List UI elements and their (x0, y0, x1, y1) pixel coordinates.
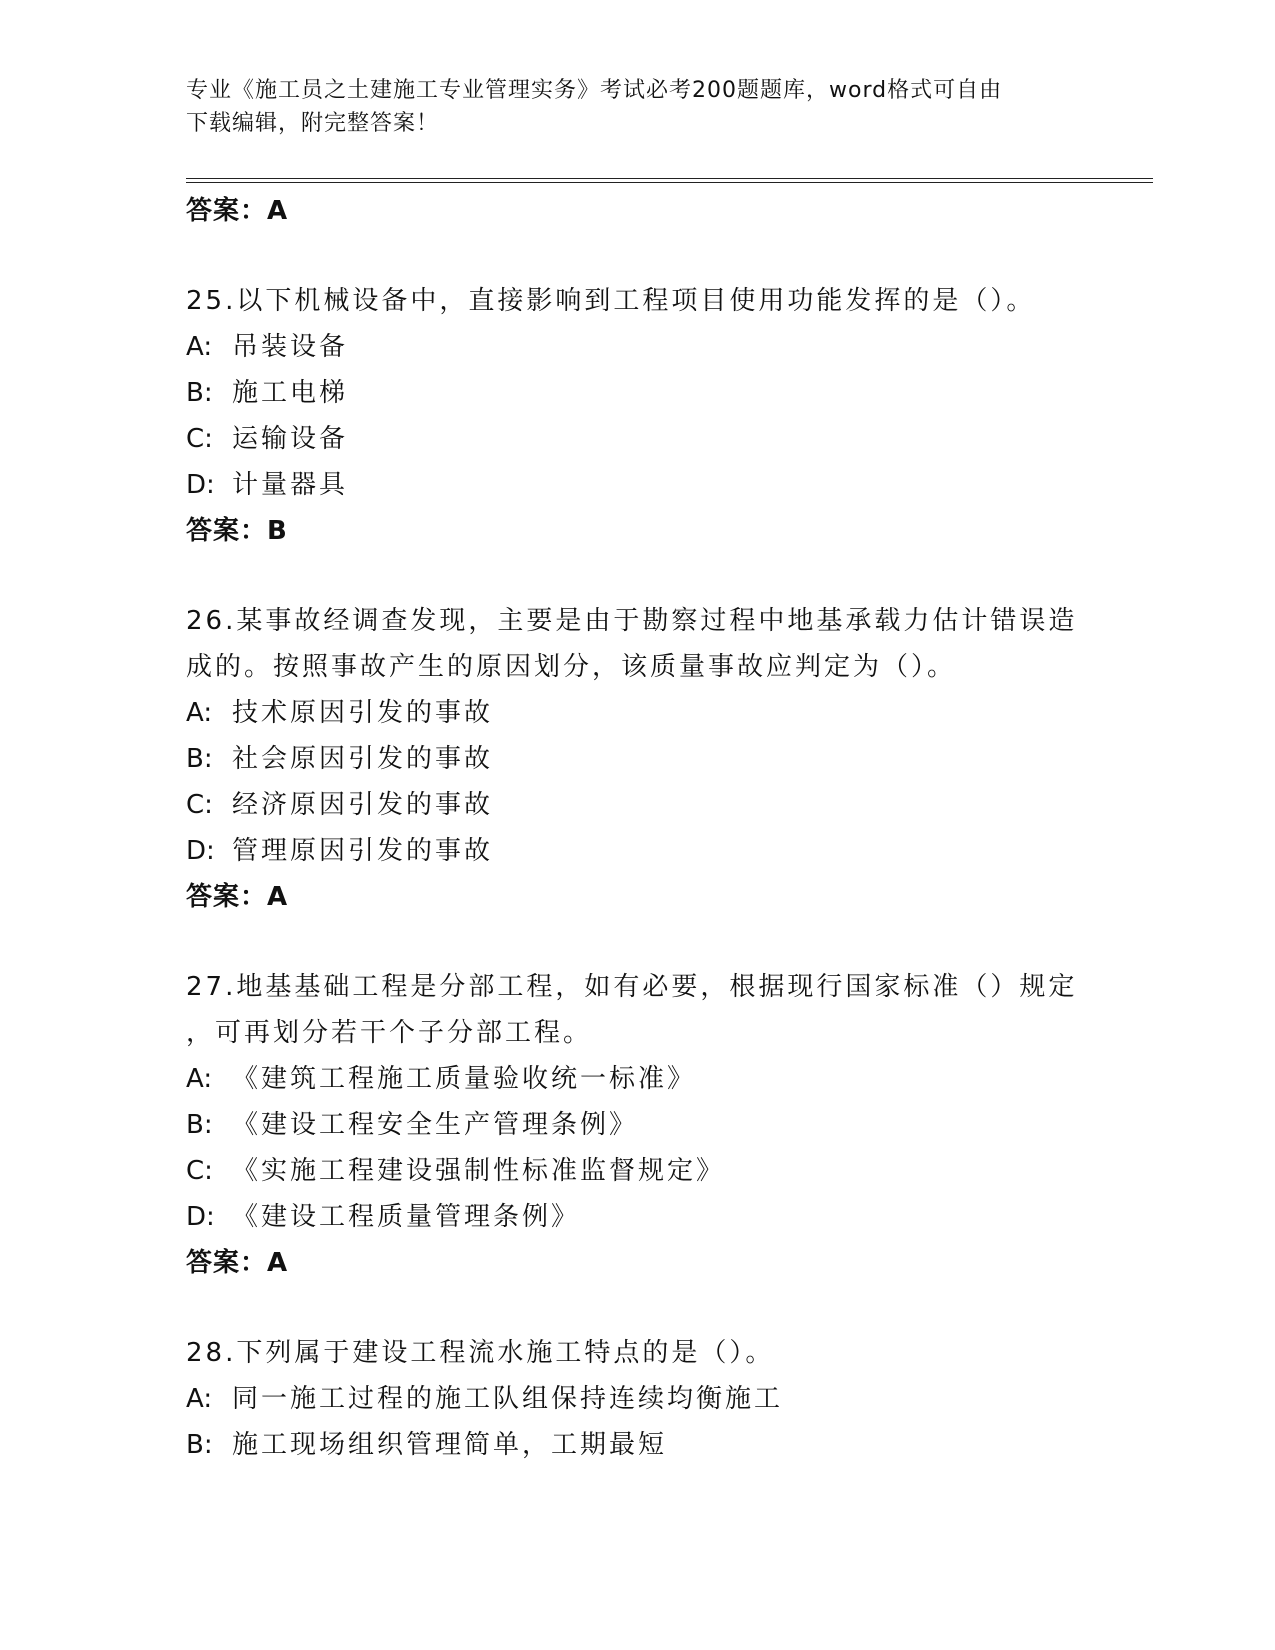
option-letter: B: (186, 744, 213, 774)
question-item (186, 598, 1086, 920)
option-letter: D: (186, 470, 215, 500)
option-letter: A: (186, 332, 213, 362)
question-stem-line: 27.地基基础工程是分部工程，如有必要，根据现行国家标准（）规定 (186, 972, 1078, 1002)
option-text: 《建筑工程施工质量验收统一标准》 (232, 1064, 697, 1094)
option-letter: B: (186, 1430, 213, 1460)
option-text: 施工电梯 (232, 378, 349, 408)
answer-label: 答案： (186, 882, 268, 912)
option-b (186, 1422, 1086, 1468)
answer-value: B (267, 516, 288, 546)
option-d (186, 828, 1086, 874)
question-stem (186, 278, 1086, 324)
option-text: 运输设备 (232, 424, 349, 454)
header-line-1: 专业《施工员之土建施工专业管理实务》考试必考200题题库，word格式可自由 (186, 78, 1003, 103)
answer-value: A (267, 882, 289, 912)
option-text: 同一施工过程的施工队组保持连续均衡施工 (232, 1384, 784, 1414)
option-letter: A: (186, 1064, 213, 1094)
option-a (186, 1376, 1086, 1422)
option-text: 吊装设备 (232, 332, 349, 362)
page-header (186, 74, 1066, 140)
question-stem (186, 598, 1086, 690)
option-letter: C: (186, 790, 213, 820)
question-stem (186, 1330, 1086, 1376)
option-c (186, 1148, 1086, 1194)
option-text: 经济原因引发的事故 (232, 790, 494, 820)
option-a (186, 690, 1086, 736)
question-stem-line: 28.下列属于建设工程流水施工特点的是（）。 (186, 1338, 775, 1368)
option-letter: A: (186, 698, 213, 728)
option-letter: C: (186, 1156, 213, 1186)
option-c (186, 416, 1086, 462)
header-line-2: 下载编辑，附完整答案！ (186, 111, 440, 136)
option-c (186, 782, 1086, 828)
answer-value: A (267, 196, 289, 226)
option-a (186, 1056, 1086, 1102)
option-text: 社会原因引发的事故 (232, 744, 494, 774)
answer-label: 答案： (186, 196, 268, 226)
question-stem-line: 成的。按照事故产生的原因划分，该质量事故应判定为（）。 (186, 652, 957, 682)
option-a (186, 324, 1086, 370)
answer-line (186, 874, 1086, 920)
document-body (186, 188, 1086, 1468)
option-letter: D: (186, 836, 215, 866)
question-stem-line: ，可再划分若干个子分部工程。 (186, 1018, 593, 1048)
option-d (186, 1194, 1086, 1240)
option-b (186, 736, 1086, 782)
option-letter: B: (186, 378, 213, 408)
option-b (186, 1102, 1086, 1148)
question-item (186, 964, 1086, 1286)
option-letter: D: (186, 1202, 215, 1232)
option-text: 施工现场组织管理简单，工期最短 (232, 1430, 668, 1460)
option-text: 《建设工程安全生产管理条例》 (232, 1110, 639, 1140)
option-letter: A: (186, 1384, 213, 1414)
question-stem (186, 964, 1086, 1056)
option-text: 管理原因引发的事故 (232, 836, 494, 866)
answer-line (186, 188, 1086, 234)
option-d (186, 462, 1086, 508)
option-letter: B: (186, 1110, 213, 1140)
question-stem-line: 25.以下机械设备中，直接影响到工程项目使用功能发挥的是（）。 (186, 286, 1036, 316)
header-double-rule (186, 178, 1153, 183)
option-text: 技术原因引发的事故 (232, 698, 494, 728)
option-letter: C: (186, 424, 213, 454)
answer-label: 答案： (186, 1248, 268, 1278)
answer-label: 答案： (186, 516, 268, 546)
answer-line (186, 508, 1086, 554)
option-text: 《实施工程建设强制性标准监督规定》 (232, 1156, 726, 1186)
answer-line (186, 1240, 1086, 1286)
answer-value: A (267, 1248, 289, 1278)
question-stem-line: 26.某事故经调查发现，主要是由于勘察过程中地基承载力估计错误造 (186, 606, 1078, 636)
option-text: 《建设工程质量管理条例》 (232, 1202, 581, 1232)
question-item (186, 278, 1086, 554)
option-b (186, 370, 1086, 416)
question-item (186, 1330, 1086, 1468)
option-text: 计量器具 (232, 470, 349, 500)
